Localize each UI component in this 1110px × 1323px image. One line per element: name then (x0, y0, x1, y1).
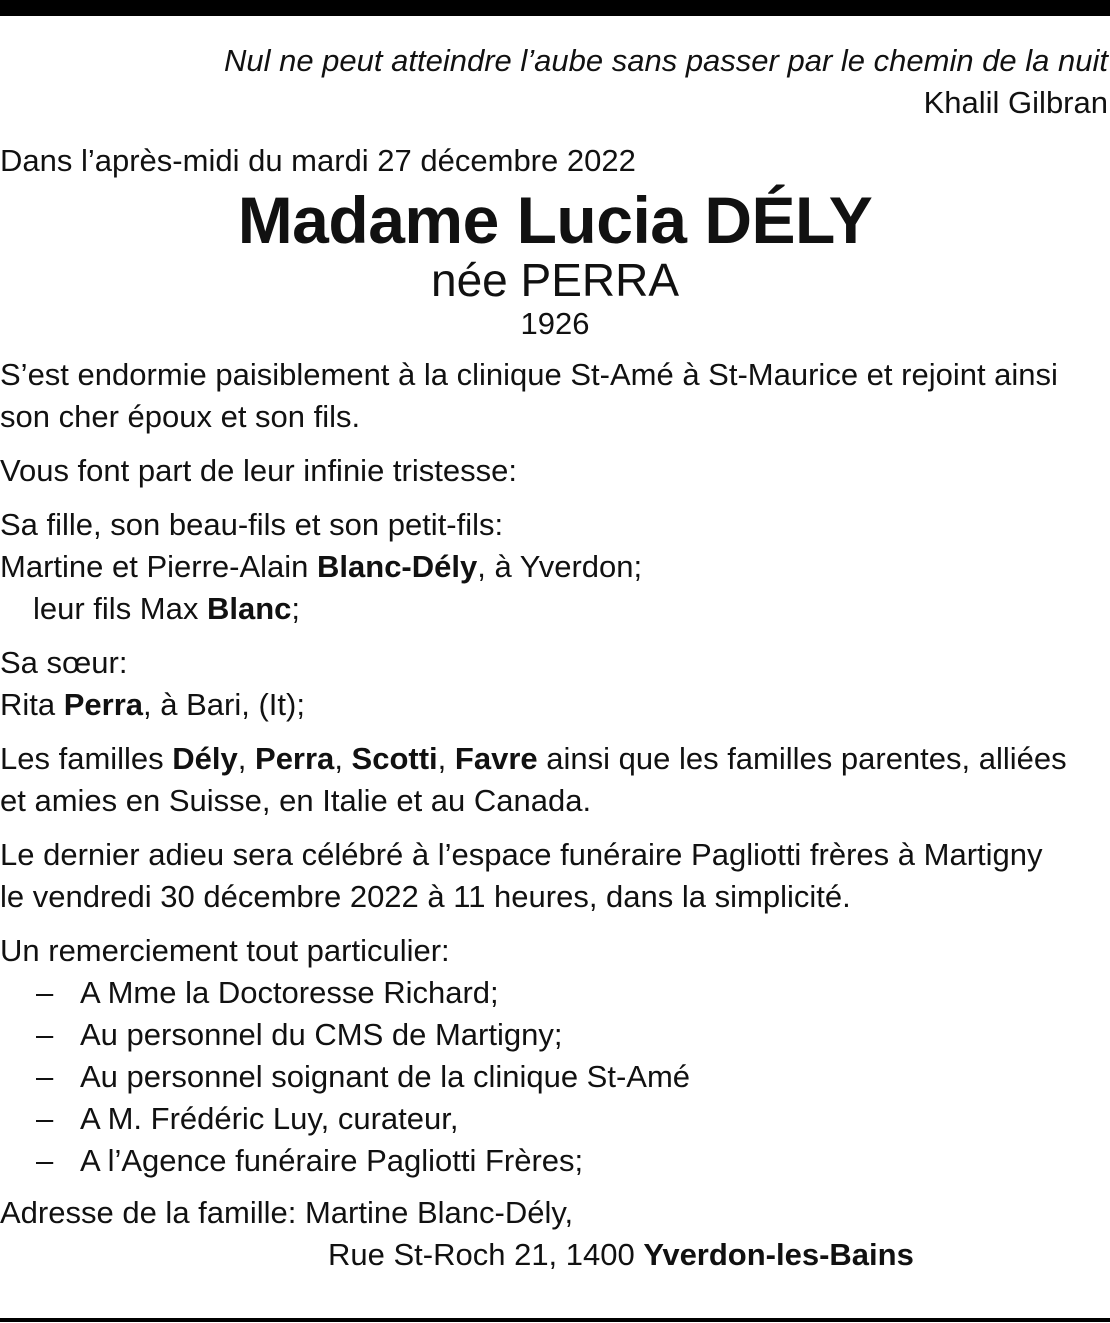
dash-bullet: – (36, 1101, 54, 1136)
maiden-name: née PERRA (430, 254, 679, 306)
farewell-line-1: Le dernier adieu sera célébré à l’espace funéraire Pagliotti frères à Martigny (0, 837, 1043, 872)
announcement-line: Vous font part de leur infinie tristesse: (0, 453, 517, 488)
family-daughter-heading: Sa fille, son beau-fils et son petit-fils: (0, 507, 504, 542)
family-daughter-block (0, 504, 1110, 630)
families-line-1: Les familles Dély, Perra, Scotti, Favre ainsi que les familles parentes, alliées (0, 741, 1067, 776)
families-line-2: et amies en Suisse, en Italie et au Canada. (0, 783, 592, 818)
thanks-item: – Au personnel du CMS de Martigny; (0, 1014, 1110, 1056)
family-sister-heading: Sa sœur: (0, 645, 128, 680)
intro-date-line: Dans l’après-midi du mardi 27 décembre 2022 (0, 143, 636, 178)
bottom-rule (0, 1318, 1110, 1322)
obituary-notice (0, 40, 1110, 1276)
family-sister-line: Rita Perra, à Bari, (It); (0, 687, 305, 722)
thanks-heading: Un remerciement tout particulier: (0, 933, 450, 968)
passing-paragraph: S’est endormie paisiblement à la clinique St-Amé à St-Maurice et rejoint ainsi son cher époux et son fils. (0, 357, 1058, 434)
farewell-block (0, 834, 1110, 918)
thanks-item: – A Mme la Doctoresse Richard; (0, 972, 1110, 1014)
dash-bullet: – (36, 975, 54, 1010)
address-line-1: Adresse de la famille: Martine Blanc-Dély, (0, 1195, 574, 1230)
thanks-item: – Au personnel soignant de la clinique St-Amé (0, 1056, 1110, 1098)
thanks-list (0, 972, 1110, 1182)
family-daughter-line: Martine et Pierre-Alain Blanc-Dély, à Yverdon; (0, 549, 643, 584)
thanks-item: – A M. Frédéric Luy, curateur, (0, 1098, 1110, 1140)
address-line-2: Rue St-Roch 21, 1400 Yverdon-les-Bains (328, 1237, 914, 1272)
epigraph-author: Khalil Gilbran (923, 85, 1108, 120)
family-grandson-line: leur fils Max Blanc; (33, 591, 301, 626)
epigraph-quote: Nul ne peut atteindre l’aube sans passer par le chemin de la nuit (223, 43, 1108, 78)
thanks-item: – A l’Agence funéraire Pagliotti Frères; (0, 1140, 1110, 1182)
birth-year: 1926 (520, 306, 590, 341)
top-rule (0, 0, 1110, 16)
dash-bullet: – (36, 1017, 54, 1052)
farewell-line-2: le vendredi 30 décembre 2022 à 11 heures, dans la simplicité. (0, 879, 851, 914)
deceased-name: Madame Lucia DÉLY (237, 183, 873, 257)
dash-bullet: – (36, 1143, 54, 1178)
families-block (0, 738, 1110, 822)
family-sister-block (0, 642, 1110, 726)
family-address-block (0, 1192, 1110, 1276)
dash-bullet: – (36, 1059, 54, 1094)
